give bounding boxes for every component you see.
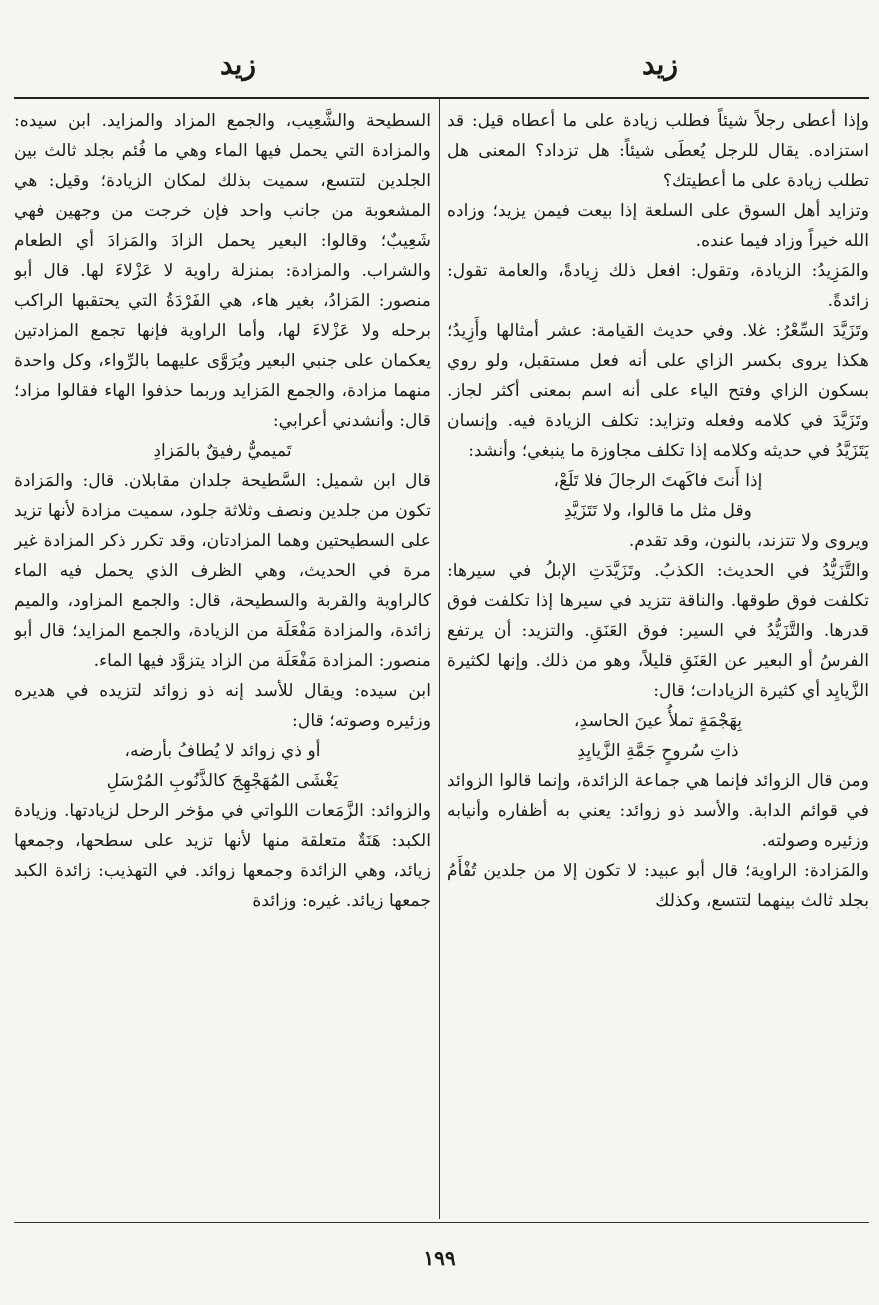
- paragraph: والتَّزَيُّدُ في الحديث: الكذبُ. وتَزَيَّدَتِ الإبلُ في سيرها: تكلفت فوق طوقها. والناقة تتزيد في سيرها إذا تكلفت فوق قدرها. والتَّزَيُّدُ في السير: فوق العَنَقِ. والتزيد: أن يرتفع الفرسُ أو البعير عن العَنَقِ قليلاً، وهو من ذلك. وإنها لكثيرة الزَّيايِد أي كثيرة الزيادات؛ قال:: [447, 561, 869, 701]
- paragraph: وإذا أعطى رجلاً شيئاً فطلب زيادة على ما أعطاه قيل: قد استزاده. يقال للرجل يُعطَى شيئاً: هل تزداد؟ المعنى هل تطلب زيادة على ما أعطيتك؟: [447, 111, 869, 191]
- verse-line: إذا أَنتَ فاكَهتَ الرجالَ فلا تَلَعْ،: [553, 471, 763, 491]
- paragraph: ومن قال الزوائد فإنما هي جماعة الزائدة، وإنما قالوا الزوائد في قوائم الدابة. والأسد ذو زوائد: يعني به أظفاره وأنيابه وزئيره وصولته.: [447, 771, 869, 851]
- verse-line: تَميميٌّ رفيقٌ بالمَزادِ: [153, 441, 292, 461]
- page-number: ١٩٩: [423, 1246, 456, 1270]
- paragraph: السطيحة والشَّعِيب، والجمع المزاد والمزايد. ابن سيده: والمزادة التي يحمل فيها الماء وهي ما فُئم بجلد ثالث بين الجلدين لتتسع، سميت بذلك لمكان الزيادة؛ وقيل: هي المشعوبة من جانب واحد فإن خرجت من وجهين فهي شَعِيبٌ؛ وقالوا: البعير يحمل الزادَ والمَزادَ أي الطعام والشراب. والمزادة: بمنزلة راوية لا عَزْلاءَ لها. قال أبو منصور: المَزادُ، بغير هاء، هي الفَرْدَةُ التي يحتقبها الراكب برحله ولا عَزْلاءَ لها، وأما الراوية فإنها تجمع المزادتين يعكمان على جنبي البعير ويُرَوَّى عليهما بالرِّواء، وكل واحدة منهما مزادة، والجمع المَزايد وربما حذفوا الهاء فقالوا مزاد؛ قال: وأنشدني أعرابي:: [14, 111, 431, 431]
- paragraph: ويروى ولا تتزند، بالنون، وقد تقدم.: [628, 531, 869, 551]
- verse-line: بِهَجْمَةٍ تملأُ عينَ الحاسدِ،: [573, 711, 743, 731]
- column-divider: [439, 99, 440, 1219]
- paragraph: ابن سيده: ويقال للأسد إنه ذو زوائد لتزيده في هديره وزئيره وصوته؛ قال:: [14, 681, 431, 731]
- right-column-heading: زيد: [641, 48, 678, 81]
- verse-line: ذاتِ سُروحٍ جَمَّةِ الزَّيايِدِ: [577, 741, 739, 761]
- top-rule: [14, 97, 869, 99]
- paragraph: وتَزَيَّدَ السِّعْرُ: غلا. وفي حديث القيامة: عشر أمثالها وأَزِيدُ؛ هكذا يروى بكسر الزاي على أنه فعل مستقبل، ولو روي بسكون الزاي وفتح الياء على أنه اسم بمعنى أكثر لجاز. وتَزَيَّدَ في كلامه وفعله وتزايد: تكلف الزيادة فيه. وإنسان يَتَزَيَّدُ في حديثه وكلامه إذا تكلف مجاوزة ما ينبغي؛ وأنشد:: [447, 321, 869, 461]
- right-column: [447, 106, 869, 1216]
- paragraph: والمَزِيدُ: الزيادة، وتقول: افعل ذلك زِيادةً، والعامة تقول: زائدةً.: [447, 261, 869, 311]
- paragraph: قال ابن شميل: السَّطيحة جلدان مقابلان. قال: والمَزادة تكون من جلدين ونصف وثلاثة جلود، سميت مزادة لأنها تزيد على السطيحتين وهما المزادتان، وقد تكرر ذكر المزادة غير مرة في الحديث، وهي الظرف الذي يحمل فيه الماء كالراوية والقربة والسطيحة، قال: والجمع المزاود، والميم زائدة، والمزادة مَفْعَلَة من الزيادة، والجمع المزايد؛ قال أبو منصور: المزادة مَفْعَلَة من الزاد يتزوَّد فيها الماء.: [14, 471, 431, 671]
- bottom-rule: [14, 1222, 869, 1223]
- paragraph: والزوائد: الزَّمَعات اللواتي في مؤخر الرحل لزيادتها. وزيادة الكبد: هَنَةٌ متعلقة منها لأنها تزيد على سطحها، وجمعها زيائد، وهي الزائدة وجمعها زوائد. في التهذيب: زائدة الكبد جمعها زيائد. غيره: وزائدة: [14, 801, 431, 911]
- paragraph: وتزايد أهل السوق على السلعة إذا بيعت فيمن يزيد؛ وزاده الله خيراً وزاد فيما عنده.: [447, 201, 869, 251]
- verse-line: يَغْشَى المُهَجْهِجَ كالذَّنُوبِ المُرْسَلِ: [106, 771, 339, 791]
- paragraph: والمَزادة: الراوية؛ قال أبو عبيد: لا تكون إلا من جلدين تُفْأَمُ بجلد ثالث بينهما لتتسع، وكذلك: [447, 861, 869, 911]
- left-column: [14, 106, 431, 1216]
- left-column-heading: زيد: [219, 48, 256, 81]
- verse-line: وقل مثل ما قالوا، ولا تَتَزَيَّدِ: [564, 501, 752, 521]
- verse-line: أو ذي زوائد لا يُطافُ بأرضه،: [124, 741, 321, 761]
